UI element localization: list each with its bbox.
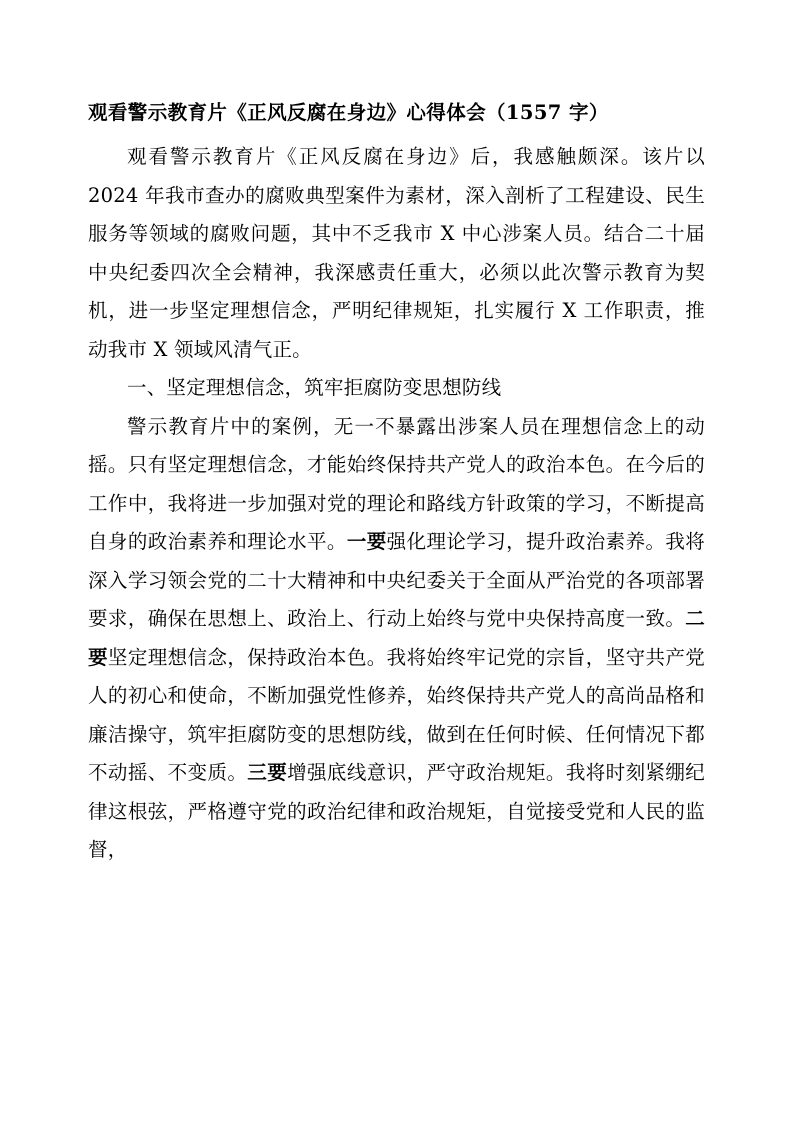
document-body xyxy=(88,138,705,870)
paragraph-text: 强化理论学习，提升政治素养。我将深入学习领会党的二十大精神和中央纪委关于全面从严治党的各项部署要求，确保在思想上、政治上、行动上始终与党中央保持高度一致。 xyxy=(88,530,705,630)
body-paragraph xyxy=(88,408,705,870)
paragraph-text: 增强底线意识，严守政治规矩。我将时刻紧绷纪律这根弦，严格遵守党的政治纪律和政治规矩，自觉接受党和人民的监督， xyxy=(88,761,705,861)
emphasis-text: 二要 xyxy=(88,607,705,669)
paragraph-text: 一、坚定理想信念，筑牢拒腐防变思想防线 xyxy=(127,376,502,399)
section-heading xyxy=(88,369,705,408)
page-title: 观看警示教育片《正风反腐在身边》心得体会（1557 字） xyxy=(88,101,609,124)
body-paragraph xyxy=(88,138,705,369)
paragraph-text: 坚定理想信念，保持政治本色。我将始终牢记党的宗旨，坚守共产党人的初心和使命，不断加强党性修养，始终保持共产党人的高尚品格和廉洁操守，筑牢拒腐防变的思想防线，做到在任何时候、任何情况下都不动摇、不变质。 xyxy=(88,645,705,784)
paragraph-text: 警示教育片中的案例，无一不暴露出涉案人员在理想信念上的动摇。只有坚定理想信念，才能始终保持共产党人的政治本色。在今后的工作中，我将进一步加强对党的理论和路线方针政策的学习，不断提高自身的政治素养和理论水平。 xyxy=(88,414,705,553)
paragraph-text: 观看警示教育片《正风反腐在身边》后，我感触颇深。该片以 2024 年我市查办的腐败典型案件为素材，深入剖析了工程建设、民生服务等领域的腐败问题，其中不乏我市 X 中心涉案人员。结合二十届中央纪委四次全会精神，我深感责任重大，必须以此次警示教育为契机，进一步坚定理想信念，严明纪律规矩，扎实履行 X 工作职责，推动我市 X 领域风清气正。 xyxy=(88,145,705,361)
emphasis-text: 三要 xyxy=(247,761,288,784)
emphasis-text: 一要 xyxy=(346,530,387,553)
